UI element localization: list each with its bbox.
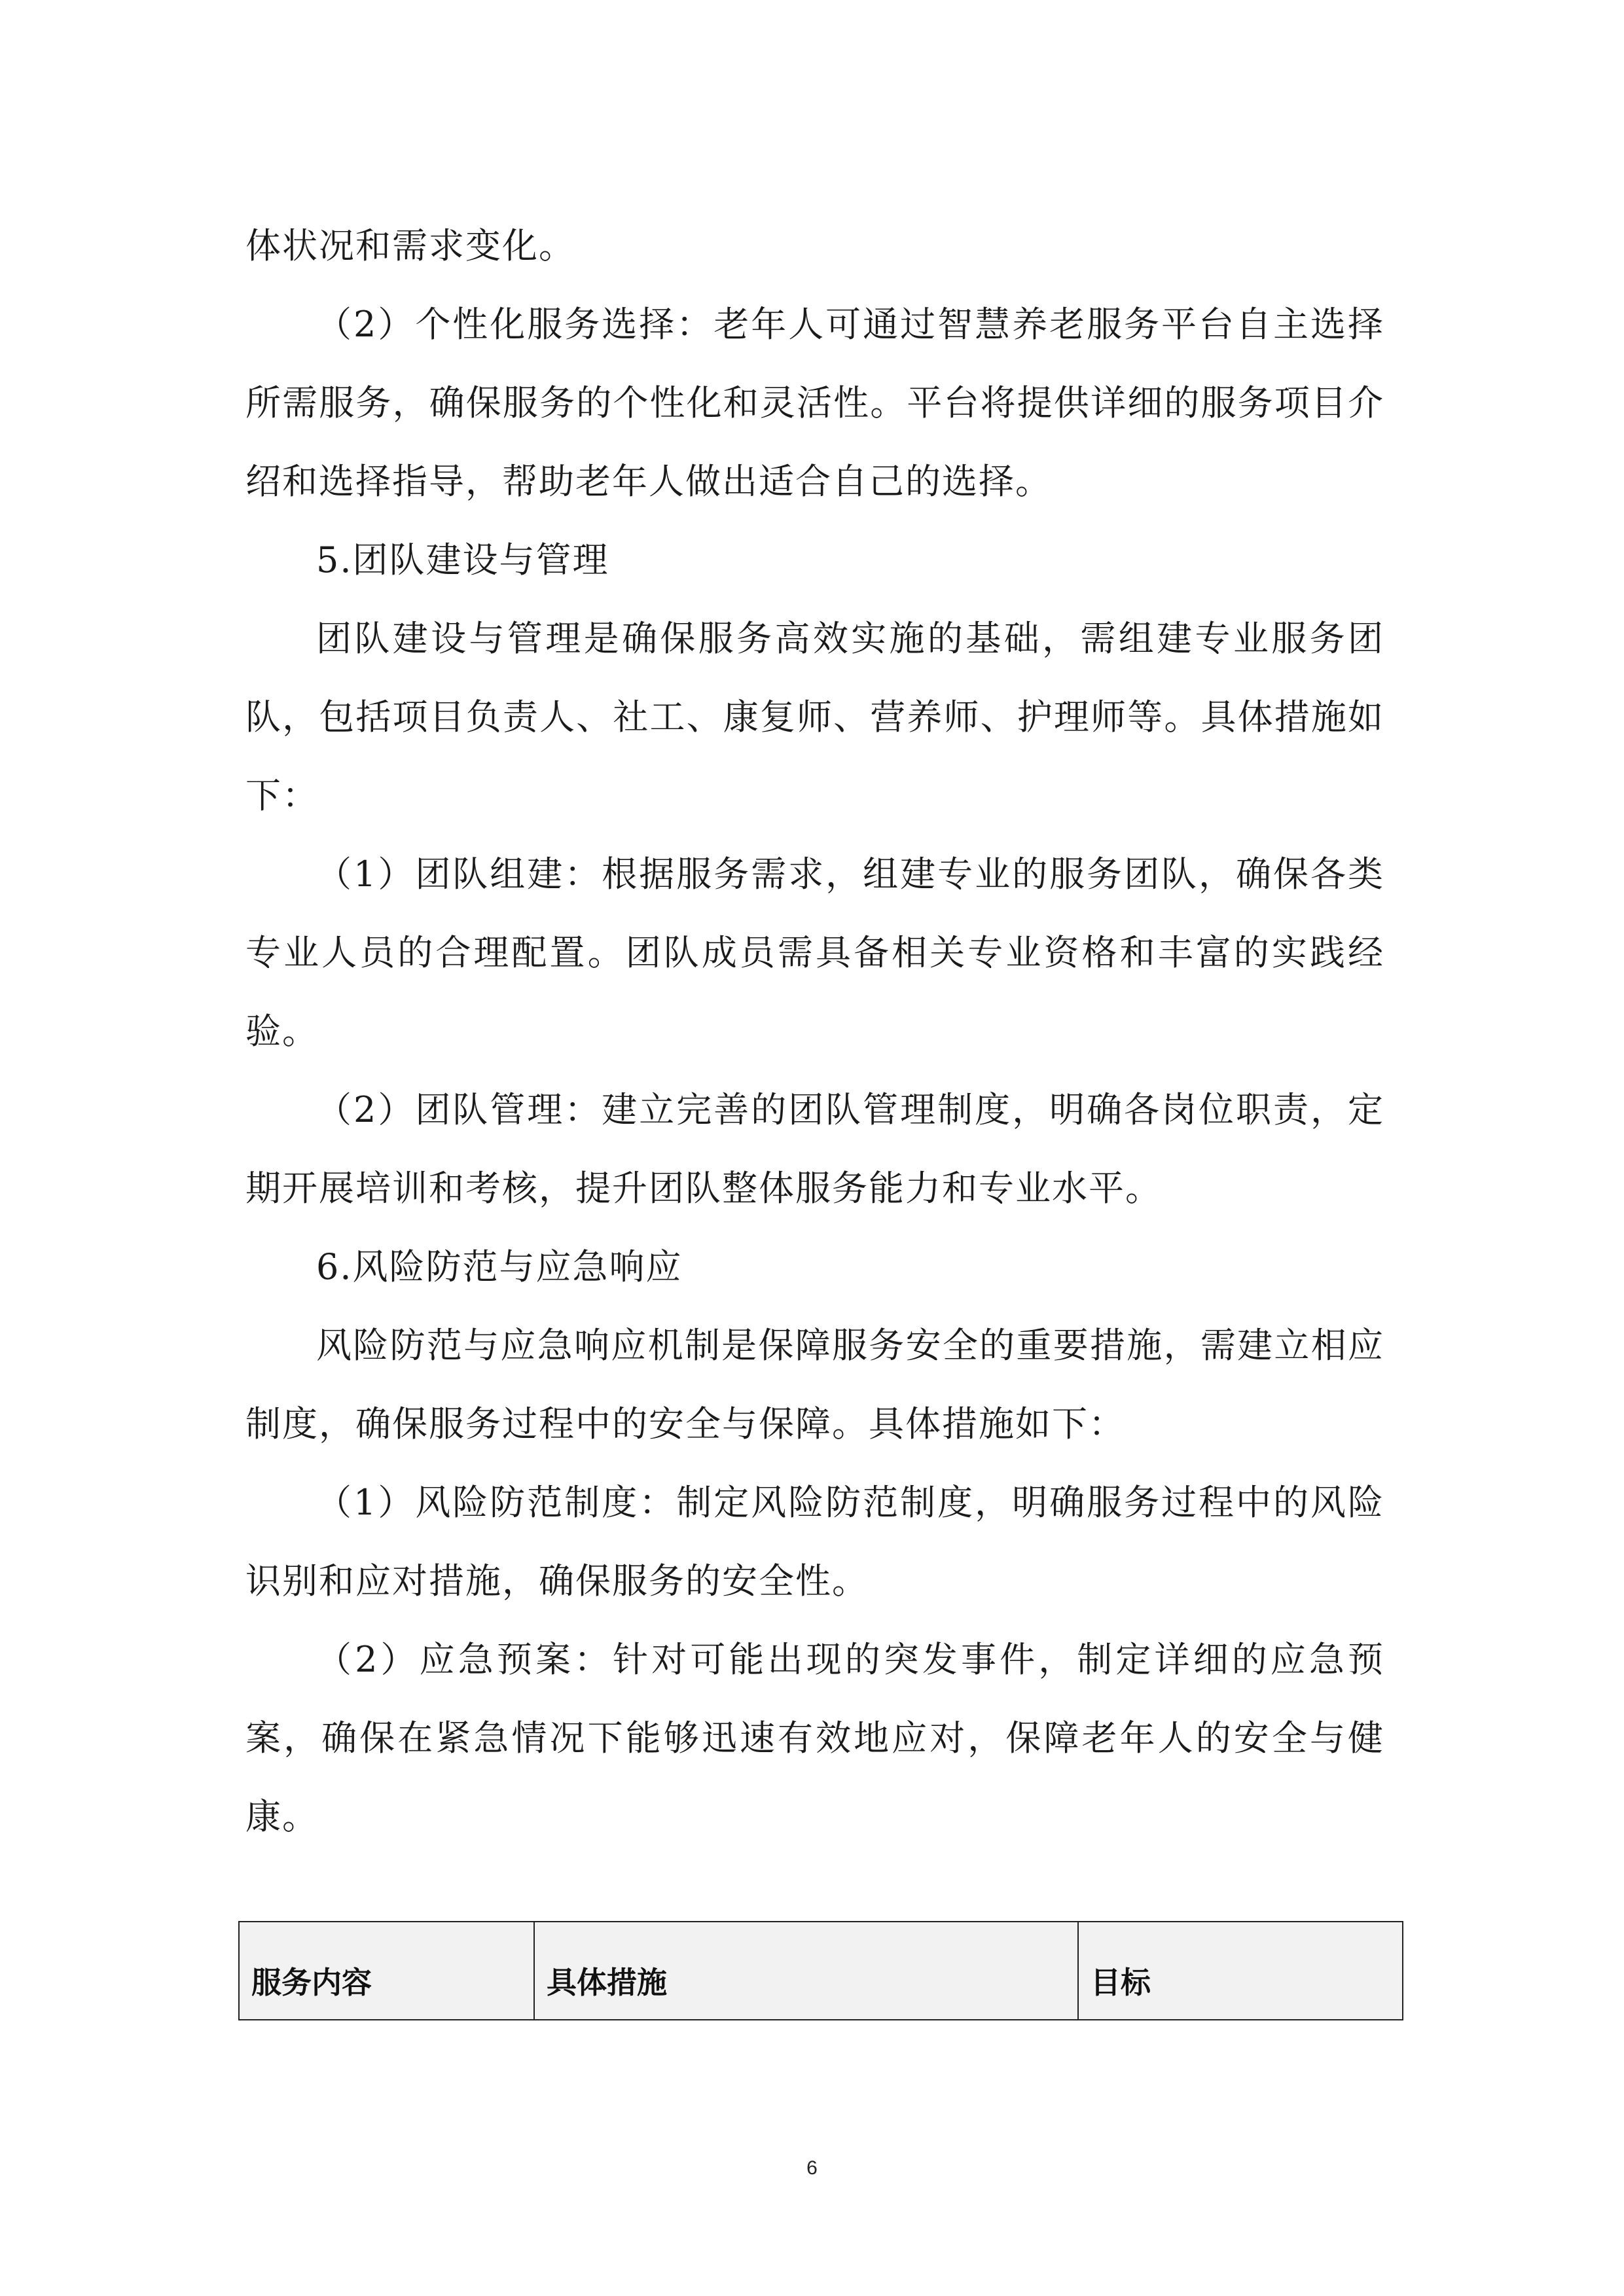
- paragraph: （2）个性化服务选择：老年人可通过智慧养老服务平台自主选择所需服务，确保服务的个性化和灵活性。平台将提供详细的服务项目介绍和选择指导，帮助老年人做出适合自己的选择。: [245, 304, 1384, 502]
- table-header-cell: 目标: [1078, 1922, 1403, 2020]
- paragraph: 团队建设与管理是确保服务高效实施的基础，需组建专业服务团队，包括项目负责人、社工、康复师、营养师、护理师等。具体措施如下：: [245, 618, 1384, 816]
- page-number: 6: [806, 2157, 818, 2179]
- table-header-row: [239, 1922, 1403, 2020]
- paragraph: 风险防范与应急响应机制是保障服务安全的重要措施，需建立相应制度，确保服务过程中的安全与保障。具体措施如下：: [245, 1325, 1384, 1444]
- paragraph: （2）团队管理：建立完善的团队管理制度，明确各岗位职责，定期开展培训和考核，提升团队整体服务能力和专业水平。: [245, 1089, 1384, 1209]
- paragraph: （1）团队组建：根据服务需求，组建专业的服务团队，确保各类专业人员的合理配置。团队成员需具备相关专业资格和丰富的实践经验。: [245, 853, 1384, 1052]
- service-table: [238, 1921, 1402, 2020]
- table-header-cell: 服务内容: [239, 1922, 534, 2020]
- body-text: [245, 207, 1384, 1856]
- section-heading: 5.团队建设与管理: [316, 539, 609, 581]
- section-heading: 6.风险防范与应急响应: [316, 1246, 683, 1287]
- paragraph: （2）应急预案：针对可能出现的突发事件，制定详细的应急预案，确保在紧急情况下能够迅速有效地应对，保障老年人的安全与健康。: [245, 1639, 1384, 1837]
- paragraph: （1）风险防范制度：制定风险防范制度，明确服务过程中的风险识别和应对措施，确保服务的安全性。: [245, 1482, 1384, 1602]
- paragraph: 体状况和需求变化。: [245, 225, 575, 266]
- table-header-cell: 具体措施: [534, 1922, 1078, 2020]
- service-table-grid: [238, 1921, 1403, 2020]
